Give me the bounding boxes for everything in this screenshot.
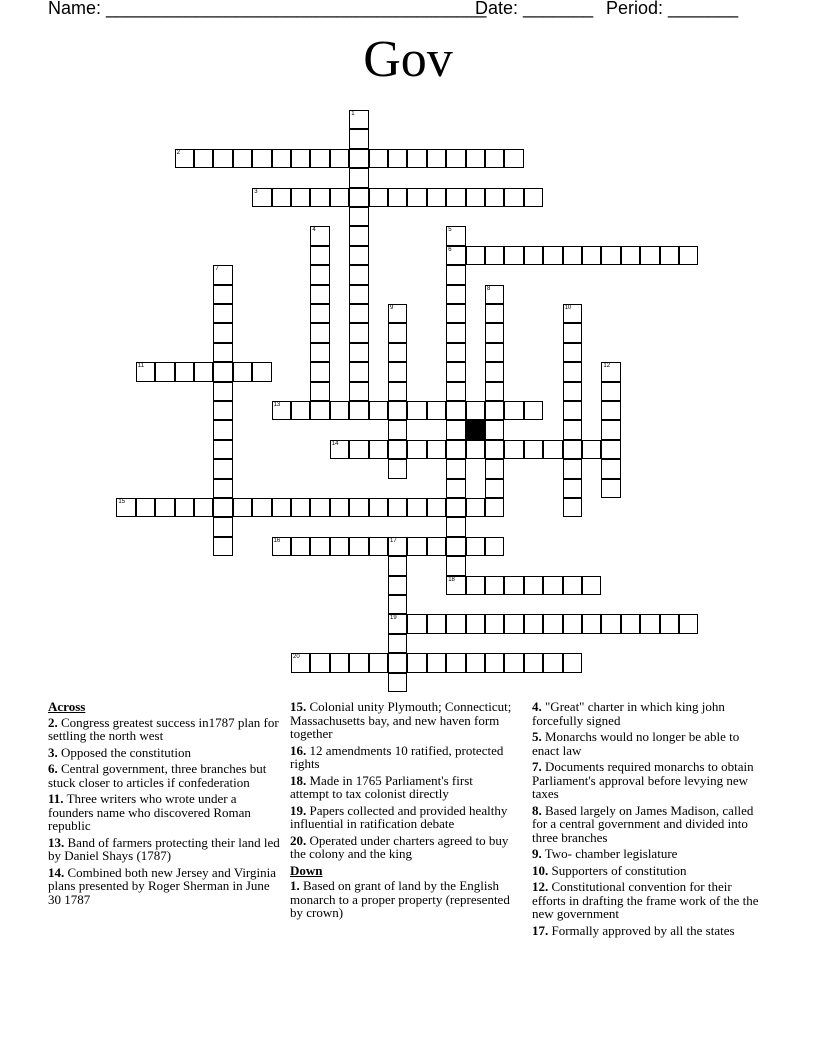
grid-cell[interactable] — [136, 498, 155, 517]
grid-cell[interactable] — [601, 382, 620, 401]
grid-cell[interactable] — [349, 110, 368, 129]
clue-across-6: 6. Central government, three branches but stuck closer to articles if confederation — [48, 761, 267, 790]
grid-cell[interactable] — [563, 479, 582, 498]
grid-cell[interactable] — [213, 285, 232, 304]
grid-cell[interactable] — [349, 440, 368, 459]
grid-cell[interactable] — [466, 401, 485, 420]
grid-cell[interactable] — [310, 401, 329, 420]
down-heading: Down — [290, 862, 323, 878]
grid-cell[interactable] — [252, 362, 271, 381]
grid-cell[interactable] — [310, 382, 329, 401]
grid-cell[interactable] — [272, 401, 291, 420]
grid-cell[interactable] — [485, 343, 504, 362]
grid-cell[interactable] — [388, 595, 407, 614]
grid-cell[interactable] — [427, 401, 446, 420]
grid-cell[interactable] — [213, 265, 232, 284]
grid-cell[interactable] — [446, 614, 465, 633]
grid-cell[interactable] — [427, 653, 446, 672]
grid-cell[interactable] — [388, 420, 407, 439]
clue-down-5: 5. Monarchs would no longer be able to enact law — [532, 729, 740, 758]
grid-cell[interactable] — [407, 653, 426, 672]
grid-cell[interactable] — [252, 149, 271, 168]
grid-cell[interactable] — [310, 362, 329, 381]
grid-cell[interactable] — [388, 556, 407, 575]
grid-cell[interactable] — [213, 362, 232, 381]
grid-cell[interactable] — [291, 537, 310, 556]
grid-cell[interactable] — [446, 304, 465, 323]
grid-cell[interactable] — [291, 401, 310, 420]
clue-across-19: 19. Papers collected and provided healthy influential in ratification debate — [290, 802, 508, 831]
grid-cell[interactable] — [466, 576, 485, 595]
grid-cell[interactable] — [601, 362, 620, 381]
clue-across-20: 20. Operated under charters agreed to buy the colony and the king — [290, 832, 509, 861]
grid-cell[interactable] — [524, 188, 543, 207]
grid-cell[interactable] — [543, 614, 562, 633]
grid-cell[interactable] — [563, 440, 582, 459]
grid-cell[interactable] — [388, 304, 407, 323]
grid-cell[interactable] — [446, 479, 465, 498]
clue-across-13: 13. Band of farmers protecting their land led by Daniel Shays (1787) — [48, 834, 280, 863]
cell-number: 11 — [137, 363, 145, 370]
cell-number: 4 — [312, 227, 316, 234]
grid-cell[interactable] — [407, 188, 426, 207]
grid-cell[interactable] — [310, 498, 329, 517]
grid-cell[interactable] — [563, 362, 582, 381]
grid-cell[interactable] — [485, 401, 504, 420]
grid-cell[interactable] — [388, 343, 407, 362]
grid-cell[interactable] — [446, 362, 465, 381]
grid-cell[interactable] — [213, 440, 232, 459]
grid-cell[interactable] — [524, 614, 543, 633]
grid-cell[interactable] — [466, 537, 485, 556]
cell-number: 15 — [118, 499, 126, 505]
grid-cell[interactable] — [485, 537, 504, 556]
grid-cell[interactable] — [485, 149, 504, 168]
grid-cell[interactable] — [504, 614, 523, 633]
clue-down-17: 17. Formally approved by all the states — [532, 922, 735, 938]
grid-cell[interactable] — [194, 362, 213, 381]
grid-cell[interactable] — [349, 188, 368, 207]
grid-cell[interactable] — [504, 149, 523, 168]
grid-cell[interactable] — [601, 440, 620, 459]
cell-number: 5 — [448, 227, 452, 234]
grid-cell[interactable] — [601, 459, 620, 478]
clue-across-3: 3. Opposed the constitution — [48, 744, 191, 760]
grid-cell[interactable] — [291, 188, 310, 207]
clue-down-4: 4. "Great" charter in which king john forcefully signed — [532, 699, 725, 728]
grid-cell[interactable] — [446, 265, 465, 284]
grid-cell[interactable] — [388, 634, 407, 653]
grid-cell[interactable] — [349, 382, 368, 401]
grid-cell[interactable] — [446, 188, 465, 207]
grid-cell[interactable] — [446, 401, 465, 420]
clues-column-3 — [532, 700, 767, 940]
grid-cell[interactable] — [446, 576, 465, 595]
grid-cell[interactable] — [427, 440, 446, 459]
grid-cell[interactable] — [485, 614, 504, 633]
grid-cell[interactable] — [407, 498, 426, 517]
grid-cell[interactable] — [388, 653, 407, 672]
grid-cell[interactable] — [466, 498, 485, 517]
grid-cell[interactable] — [213, 498, 232, 517]
clue-across-18: 18. Made in 1765 Parliament's first attempt to tax colonist directly — [290, 772, 473, 801]
grid-cell[interactable] — [388, 362, 407, 381]
across-heading: Across — [48, 699, 86, 714]
date-field: Date: _______ — [475, 0, 594, 18]
grid-cell[interactable] — [660, 614, 679, 633]
grid-cell[interactable] — [427, 188, 446, 207]
grid-cell[interactable] — [233, 498, 252, 517]
grid-cell[interactable] — [369, 440, 388, 459]
grid-cell[interactable] — [446, 517, 465, 536]
grid-cell[interactable] — [349, 401, 368, 420]
grid-cell[interactable] — [388, 537, 407, 556]
cell-number: 1 — [351, 111, 355, 117]
grid-cell[interactable] — [388, 323, 407, 342]
grid-cell[interactable] — [388, 576, 407, 595]
grid-cell[interactable] — [407, 149, 426, 168]
grid-cell[interactable] — [466, 653, 485, 672]
cell-number: 8 — [487, 285, 491, 292]
grid-cell[interactable] — [446, 343, 465, 362]
clue-down-8: 8. Based largely on James Madison, called for a central government and divided into three branches — [532, 802, 754, 845]
clue-down-9: 9. Two- chamber legislature — [532, 846, 678, 861]
grid-cell[interactable] — [349, 168, 368, 187]
grid-cell[interactable] — [349, 653, 368, 672]
clue-across-16: 16. 12 amendments 10 ratified, protected rights — [290, 742, 504, 771]
grid-cell[interactable] — [272, 537, 291, 556]
grid-cell[interactable] — [388, 401, 407, 420]
grid-cell[interactable] — [446, 323, 465, 342]
clue-across-15: 15. Colonial unity Plymouth; Connecticut; Massachusetts bay, and new haven form together — [290, 699, 512, 741]
grid-cell[interactable] — [175, 498, 194, 517]
cell-number: 18 — [448, 576, 455, 583]
grid-cell[interactable] — [155, 362, 174, 381]
grid-cell[interactable] — [349, 246, 368, 265]
cell-number: 6 — [448, 246, 452, 253]
grid-cell[interactable] — [291, 653, 310, 672]
grid-cell[interactable] — [310, 323, 329, 342]
grid-cell[interactable] — [679, 614, 698, 633]
grid-cell[interactable] — [446, 537, 465, 556]
grid-cell[interactable] — [543, 653, 562, 672]
grid-cell[interactable] — [446, 459, 465, 478]
grid-cell[interactable] — [310, 265, 329, 284]
grid-cell[interactable] — [485, 479, 504, 498]
grid-cell[interactable] — [272, 498, 291, 517]
grid-cell[interactable] — [194, 149, 213, 168]
grid-cell[interactable] — [640, 246, 659, 265]
grid-cell[interactable] — [291, 149, 310, 168]
grid-cell[interactable] — [446, 556, 465, 575]
grid-cell[interactable] — [563, 323, 582, 342]
grid-cell[interactable] — [349, 207, 368, 226]
grid-cell[interactable] — [446, 382, 465, 401]
grid-cell[interactable] — [563, 576, 582, 595]
grid-cell[interactable] — [407, 614, 426, 633]
cell-number: 19 — [390, 615, 397, 622]
grid-cell[interactable] — [310, 285, 329, 304]
grid-cell[interactable] — [349, 362, 368, 381]
cell-number: 14 — [331, 440, 339, 447]
grid-cell[interactable] — [369, 653, 388, 672]
grid-cell[interactable] — [601, 246, 620, 265]
grid-cell[interactable] — [679, 246, 698, 265]
grid-cell[interactable] — [407, 401, 426, 420]
grid-cell[interactable] — [272, 188, 291, 207]
grid-cell[interactable] — [466, 440, 485, 459]
grid-cell[interactable] — [660, 246, 679, 265]
grid-cell[interactable] — [485, 440, 504, 459]
cell-number: 20 — [293, 654, 300, 661]
name-field: Name: ______________________________________ — [48, 0, 487, 18]
grid-cell[interactable] — [349, 343, 368, 362]
grid-cell[interactable] — [388, 498, 407, 517]
grid-cell[interactable] — [427, 149, 446, 168]
grid-cell[interactable] — [369, 537, 388, 556]
grid-cell[interactable] — [485, 576, 504, 595]
grid-cell[interactable] — [466, 149, 485, 168]
grid-cell[interactable] — [601, 401, 620, 420]
grid-cell[interactable] — [543, 440, 562, 459]
cell-number: 7 — [215, 266, 219, 273]
grid-cell[interactable] — [349, 149, 368, 168]
grid-cell[interactable] — [446, 285, 465, 304]
grid-cell[interactable] — [369, 401, 388, 420]
grid-cell[interactable] — [485, 285, 504, 304]
grid-cell[interactable] — [466, 246, 485, 265]
grid-cell[interactable] — [252, 188, 271, 207]
grid-cell[interactable] — [213, 343, 232, 362]
grid-cell[interactable] — [272, 149, 291, 168]
grid-cell[interactable] — [485, 188, 504, 207]
grid-cell[interactable] — [563, 498, 582, 517]
grid-cell[interactable] — [310, 149, 329, 168]
grid-cell[interactable] — [310, 304, 329, 323]
grid-cell[interactable] — [310, 188, 329, 207]
grid-cell[interactable] — [543, 576, 562, 595]
grid-cell[interactable] — [349, 537, 368, 556]
grid-cell[interactable] — [291, 498, 310, 517]
grid-cell[interactable] — [407, 440, 426, 459]
grid-cell[interactable] — [543, 246, 562, 265]
clue-down-7: 7. Documents required monarchs to obtain Parliament's approval before levying new taxes — [532, 759, 754, 801]
grid-cell[interactable] — [563, 459, 582, 478]
grid-cell[interactable] — [485, 323, 504, 342]
black-cell — [466, 420, 485, 439]
grid-cell[interactable] — [310, 343, 329, 362]
grid-cell[interactable] — [388, 149, 407, 168]
grid-cell[interactable] — [563, 653, 582, 672]
grid-cell[interactable] — [349, 226, 368, 245]
grid-cell[interactable] — [446, 653, 465, 672]
cell-number: 3 — [254, 188, 258, 195]
grid-cell[interactable] — [563, 343, 582, 362]
grid-cell[interactable] — [582, 576, 601, 595]
grid-cell[interactable] — [446, 420, 465, 439]
grid-cell[interactable] — [330, 188, 349, 207]
puzzle-title: Gov — [363, 31, 453, 88]
cell-number: 17 — [390, 537, 397, 544]
cell-number: 2 — [176, 149, 180, 156]
grid-cell[interactable] — [485, 362, 504, 381]
grid-cell[interactable] — [349, 285, 368, 304]
grid-cell[interactable] — [310, 537, 329, 556]
cell-number: 12 — [603, 363, 611, 370]
grid-cell[interactable] — [582, 440, 601, 459]
grid-cell[interactable] — [504, 440, 523, 459]
grid-cell[interactable] — [388, 440, 407, 459]
clues-column-1 — [48, 700, 283, 909]
grid-cell[interactable] — [563, 382, 582, 401]
clue-across-14: 14. Combined both new Jersey and Virginia plans presented by Roger Sherman in June 30 1787 — [48, 864, 277, 907]
grid-cell[interactable] — [194, 498, 213, 517]
grid-cell[interactable] — [213, 517, 232, 536]
grid-cell[interactable] — [213, 382, 232, 401]
clues-column-2 — [290, 700, 515, 923]
grid-cell[interactable] — [330, 401, 349, 420]
grid-cell[interactable] — [213, 537, 232, 556]
grid-cell[interactable] — [213, 420, 232, 439]
grid-cell[interactable] — [563, 420, 582, 439]
clue-down-12: 12. Constitutional convention for their efforts in drafting the frame work of the the new government — [532, 879, 759, 921]
grid-cell[interactable] — [601, 420, 620, 439]
grid-cell[interactable] — [252, 498, 271, 517]
grid-cell[interactable] — [213, 479, 232, 498]
grid-cell[interactable] — [504, 576, 523, 595]
grid-cell[interactable] — [213, 323, 232, 342]
grid-cell[interactable] — [446, 440, 465, 459]
grid-cell[interactable] — [310, 653, 329, 672]
grid-cell[interactable] — [504, 653, 523, 672]
grid-cell[interactable] — [621, 246, 640, 265]
grid-cell[interactable] — [330, 653, 349, 672]
grid-cell[interactable] — [213, 149, 232, 168]
grid-cell[interactable] — [349, 498, 368, 517]
grid-cell[interactable] — [504, 401, 523, 420]
grid-cell[interactable] — [330, 440, 349, 459]
grid-cell[interactable] — [563, 304, 582, 323]
grid-cell[interactable] — [427, 537, 446, 556]
clue-down-1: 1. Based on grant of land by the English monarch to a proper property (represented by crown) — [290, 878, 510, 920]
cell-number: 10 — [564, 305, 572, 311]
grid-cell[interactable] — [446, 226, 465, 245]
clue-across-2: 2. Congress greatest success in1787 plan for settling the north west — [48, 714, 279, 743]
grid-cell[interactable] — [485, 498, 504, 517]
grid-cell[interactable] — [446, 149, 465, 168]
grid-cell[interactable] — [485, 420, 504, 439]
grid-cell[interactable] — [640, 614, 659, 633]
grid-cell[interactable] — [485, 304, 504, 323]
period-field: Period: _______ — [606, 0, 739, 18]
grid-cell[interactable] — [233, 362, 252, 381]
grid-cell[interactable] — [175, 362, 194, 381]
cell-number: 13 — [273, 402, 281, 408]
grid-cell[interactable] — [369, 498, 388, 517]
grid-cell[interactable] — [485, 382, 504, 401]
clue-across-11: 11. Three writers who wrote under a founders name who discovered Roman republic — [48, 791, 251, 833]
grid-cell[interactable] — [524, 246, 543, 265]
grid-cell[interactable] — [485, 459, 504, 478]
grid-cell[interactable] — [369, 188, 388, 207]
grid-cell[interactable] — [388, 673, 407, 692]
grid-cell[interactable] — [213, 401, 232, 420]
grid-cell[interactable] — [446, 498, 465, 517]
grid-cell[interactable] — [233, 149, 252, 168]
grid-cell[interactable] — [330, 149, 349, 168]
grid-cell[interactable] — [601, 479, 620, 498]
grid-cell[interactable] — [563, 401, 582, 420]
grid-cell[interactable] — [621, 614, 640, 633]
grid-cell[interactable] — [136, 362, 155, 381]
grid-cell[interactable] — [175, 149, 194, 168]
grid-cell[interactable] — [388, 188, 407, 207]
grid-cell[interactable] — [466, 188, 485, 207]
grid-cell[interactable] — [524, 576, 543, 595]
grid-cell[interactable] — [427, 498, 446, 517]
cell-number: 16 — [273, 537, 281, 544]
grid-cell[interactable] — [524, 653, 543, 672]
grid-cell[interactable] — [601, 614, 620, 633]
grid-cell[interactable] — [116, 498, 135, 517]
clue-down-10: 10. Supporters of constitution — [532, 862, 687, 878]
grid-cell[interactable] — [330, 498, 349, 517]
grid-cell[interactable] — [427, 614, 446, 633]
grid-cell[interactable] — [582, 246, 601, 265]
grid-cell[interactable] — [388, 459, 407, 478]
grid-cell[interactable] — [485, 653, 504, 672]
grid-cell[interactable] — [466, 614, 485, 633]
grid-cell[interactable] — [446, 246, 465, 265]
grid-cell[interactable] — [388, 614, 407, 633]
grid-cell[interactable] — [407, 537, 426, 556]
grid-cell[interactable] — [213, 304, 232, 323]
grid-cell[interactable] — [388, 382, 407, 401]
grid-cell[interactable] — [504, 246, 523, 265]
grid-cell[interactable] — [504, 188, 523, 207]
cell-number: 9 — [390, 305, 394, 311]
grid-cell[interactable] — [349, 323, 368, 342]
grid-cell[interactable] — [349, 304, 368, 323]
grid-cell[interactable] — [524, 440, 543, 459]
grid-cell[interactable] — [310, 226, 329, 245]
grid-cell[interactable] — [310, 246, 329, 265]
grid-cell[interactable] — [330, 537, 349, 556]
grid-cell[interactable] — [524, 401, 543, 420]
grid-cell[interactable] — [563, 614, 582, 633]
grid-cell[interactable] — [369, 149, 388, 168]
grid-cell[interactable] — [349, 129, 368, 148]
grid-cell[interactable] — [582, 614, 601, 633]
grid-cell[interactable] — [155, 498, 174, 517]
grid-cell[interactable] — [485, 246, 504, 265]
grid-cell[interactable] — [349, 265, 368, 284]
grid-cell[interactable] — [563, 246, 582, 265]
grid-cell[interactable] — [213, 459, 232, 478]
